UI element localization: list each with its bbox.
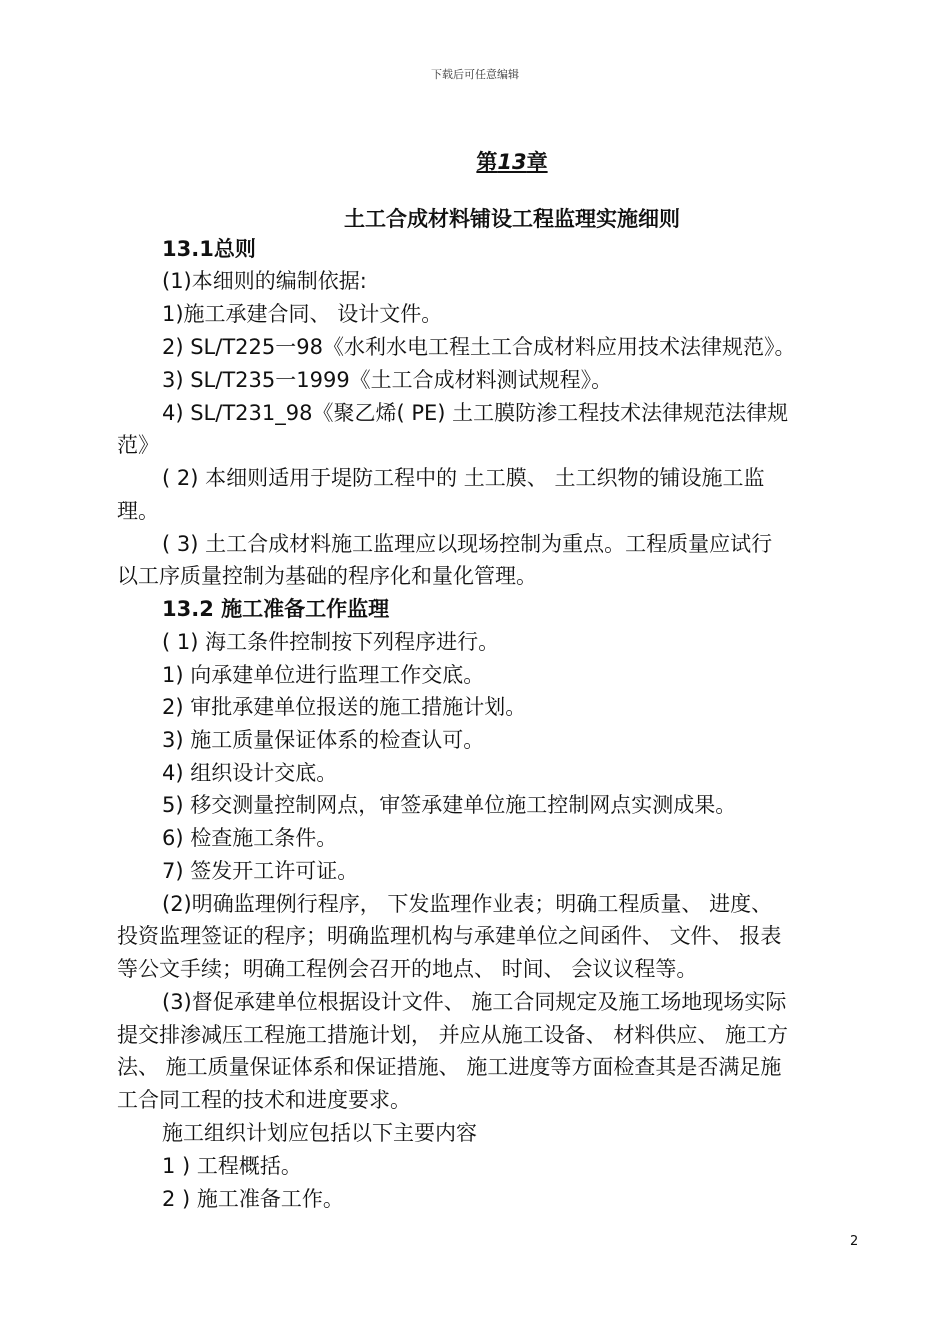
paragraph-line: 施工组织计划应包括以下主要内容 (162, 1121, 477, 1145)
document-title: 土工合成材料铺设工程监理实施细则 (344, 207, 680, 231)
paragraph-line: (3)督促承建单位根据设计文件、 施工合同规定及施工场地现场实际 (162, 990, 787, 1014)
section-heading: 13.2 施工准备工作监理 (162, 597, 390, 621)
paragraph-line: 2) SL/T225一98《水利水电工程土工合成材料应用技术法律规范》。 (162, 335, 796, 359)
paragraph-line: 3) SL/T235一1999《土工合成材料测试规程》。 (162, 368, 613, 392)
paragraph-line: (2)明确监理例行程序， 下发监理作业表；明确工程质量、 进度、 (162, 892, 773, 916)
paragraph-line: 理。 (117, 499, 159, 523)
paragraph-line: 6) 检查施工条件。 (162, 826, 338, 850)
paragraph-line: 4) SL/T231_98《聚乙烯( PE) 土工膜防渗工程技术法律规范法律规 (162, 401, 789, 425)
paragraph-line: 2 ) 施工准备工作。 (162, 1187, 344, 1211)
paragraph-line: ( 3) 土工合成材料施工监理应以现场控制为重点。工程质量应试行 (162, 532, 773, 556)
paragraph-line: (1)本细则的编制依据: (162, 269, 367, 293)
chapter-number: 13 (497, 150, 527, 174)
chapter-heading (0, 146, 950, 176)
paragraph-line: 范》 (117, 433, 159, 457)
paragraph-line: 7) 签发开工许可证。 (162, 859, 359, 883)
paragraph-line: 等公文手续；明确工程例会召开的地点、 时间、 会议议程等。 (117, 957, 698, 981)
paragraph-line: 1 ) 工程概括。 (162, 1154, 302, 1178)
page-number: 2 (850, 1234, 859, 1249)
paragraph-line: 4) 组织设计交底。 (162, 761, 338, 785)
paragraph-line: 5) 移交测量控制网点，审签承建单位施工控制网点实测成果。 (162, 793, 737, 817)
chapter-prefix: 第 (476, 150, 498, 174)
paragraph-line: 1) 向承建单位进行监理工作交底。 (162, 663, 485, 687)
paragraph-line: 以工序质量控制为基础的程序化和量化管理。 (117, 564, 537, 588)
paragraph-line: ( 1) 海工条件控制按下列程序进行。 (162, 630, 500, 654)
paragraph-line: 提交排渗减压工程施工措施计划， 并应从施工设备、 材料供应、 施工方 (117, 1023, 789, 1047)
paragraph-line: 工合同工程的技术和进度要求。 (117, 1088, 411, 1112)
paragraph-line: 法、 施工质量保证体系和保证措施、 施工进度等方面检查其是否满足施 (117, 1055, 782, 1079)
paragraph-line: 2) 审批承建单位报送的施工措施计划。 (162, 695, 527, 719)
chapter-suffix: 章 (526, 150, 548, 174)
page-header: 下载后可任意编辑 (431, 68, 519, 81)
section-heading: 13.1总则 (162, 237, 256, 261)
paragraph-line: 投资监理签证的程序；明确监理机构与承建单位之间函件、 文件、 报表 (117, 924, 782, 948)
paragraph-line: 1)施工承建合同、 设计文件。 (162, 302, 443, 326)
paragraph-line: 3) 施工质量保证体系的检查认可。 (162, 728, 485, 752)
paragraph-line: ( 2) 本细则适用于堤防工程中的 土工膜、 土工织物的铺设施工监 (162, 466, 765, 490)
